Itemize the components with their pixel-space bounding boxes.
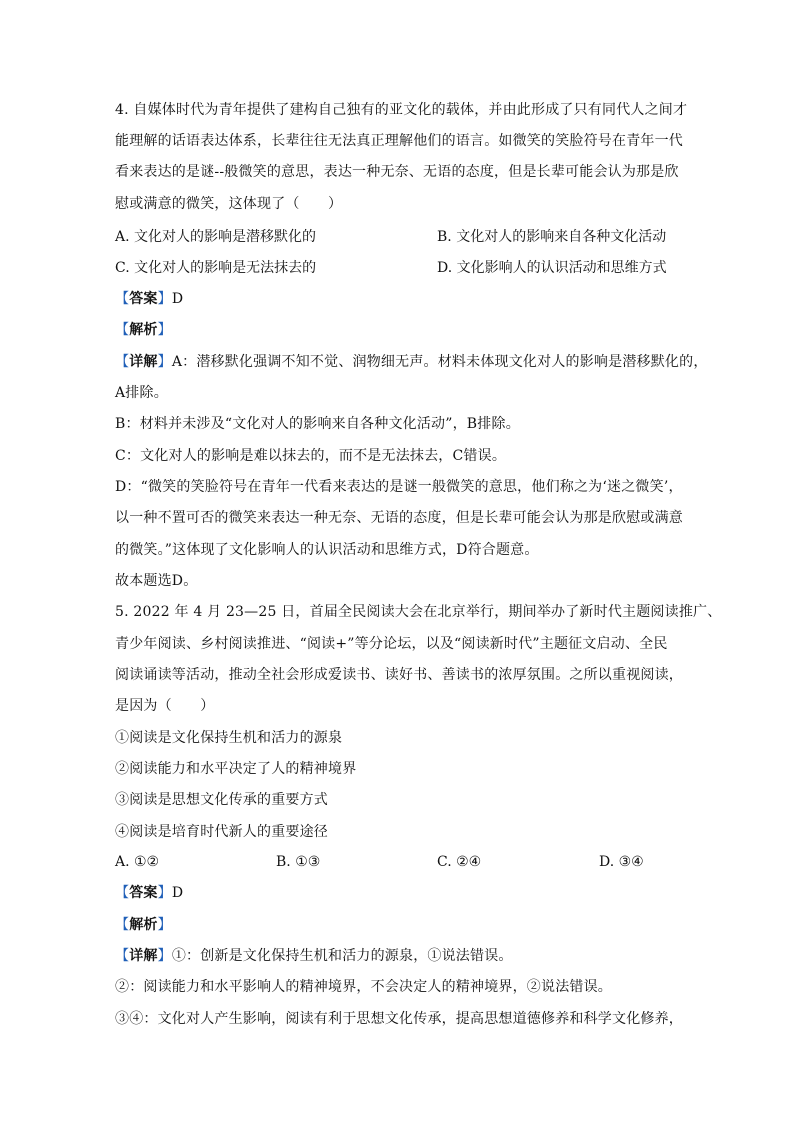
- q4-analysis-row: 【解析】: [115, 322, 172, 338]
- q4-option-a: A. 文化对人的影响是潜移默化的: [115, 229, 317, 245]
- q5-detail-line-2: ②：阅读能力和水平影响人的精神境界，不会决定人的精神境界，②说法错误。: [115, 979, 612, 995]
- q5-analysis-row: 【解析】: [115, 917, 172, 933]
- q5-item-1: ①阅读是文化保持生机和活力的源泉: [115, 730, 343, 746]
- q4-answer-tag: 答案: [129, 291, 158, 307]
- q5-item-4: ④阅读是培育时代新人的重要途径: [115, 824, 328, 840]
- q4-detail-line-5: D：“微笑的笑脸符号在青年一代看来表达的是谜一般微笑的意思，他们称之为‘迷之微笑’，: [115, 479, 683, 495]
- q5-detail-tag: 详解: [129, 948, 158, 964]
- q4-detail-line-1: A：潜移默化强调不知不觉、润物细无声。材料未体现文化对人的影响是潜移默化的，: [171, 354, 708, 370]
- q5-answer-tag: 答案: [129, 885, 158, 901]
- q5-answer-row: 【答案】D: [115, 885, 184, 901]
- q4-detail-line-4: C：文化对人的影响是难以抹去的，而不是无法抹去，C错误。: [115, 448, 507, 464]
- q5-detail-row-1: 【详解】①：创新是文化保持生机和活力的源泉，①说法错误。: [115, 948, 513, 964]
- q5-item-2: ②阅读能力和水平决定了人的精神境界: [115, 761, 357, 777]
- q4-detail-line-2: A排除。: [115, 385, 168, 401]
- q5-answer-value: D: [171, 885, 184, 901]
- q5-option-b: B. ①③: [276, 854, 321, 870]
- q4-detail-line-3: B：材料并未涉及“文化对人的影响来自各种文化活动”，B排除。: [115, 416, 520, 432]
- q4-stem-line-1: 4. 自媒体时代为青年提供了建构自己独有的亚文化的载体，并由此形成了只有同代人之间才: [115, 102, 688, 118]
- q5-stem-line-4: 是因为（ ）: [115, 698, 215, 714]
- q4-detail-row-1: 【详解】A：潜移默化强调不知不觉、润物细无声。材料未体现文化对人的影响是潜移默化的，: [115, 354, 708, 370]
- q4-answer-value: D: [171, 291, 184, 307]
- q5-stem-line-2: 青少年阅读、乡村阅读推进、“阅读+”等分论坛，以及“阅读新时代”主题征文启动、全民: [115, 636, 668, 652]
- q4-detail-line-6: 以一种不置可否的微笑来表达一种无奈、无语的态度，但是长辈可能会认为那是欣慰或满意: [115, 510, 683, 526]
- q5-detail-line-1: ①：创新是文化保持生机和活力的源泉，①说法错误。: [171, 948, 513, 964]
- q5-stem-line-3: 阅读诵读等活动，推动全社会形成爱读书、读好书、善读书的浓厚氛围。之所以重视阅读，: [115, 667, 683, 683]
- q4-answer-row: 【答案】D: [115, 291, 184, 307]
- q4-detail-line-8: 故本题选D。: [115, 573, 198, 589]
- q5-detail-line-3: ③④：文化对人产生影响，阅读有利于思想文化传承，提高思想道德修养和科学文化修养，: [115, 1011, 683, 1027]
- q4-option-b: B. 文化对人的影响来自各种文化活动: [437, 229, 667, 245]
- q5-stem-line-1: 5. 2022 年 4 月 23—25 日，首届全民阅读大会在北京举行，期间举办了新时代主题阅读推广、: [115, 604, 722, 620]
- q4-detail-line-7: 的微笑。”这体现了文化影响人的认识活动和思维方式，D符合题意。: [115, 542, 539, 558]
- q4-option-c: C. 文化对人的影响是无法抹去的: [115, 260, 317, 276]
- q4-option-d: D. 文化影响人的认识活动和思维方式: [437, 260, 667, 276]
- q5-item-3: ③阅读是思想文化传承的重要方式: [115, 792, 328, 808]
- q5-analysis-tag: 解析: [129, 917, 158, 933]
- q4-stem-line-3: 看来表达的是谜--般微笑的意思，表达一种无奈、无语的态度，但是长辈可能会认为那是欣: [115, 164, 679, 180]
- q5-option-a: A. ①②: [115, 854, 160, 870]
- q4-analysis-tag: 解析: [129, 322, 158, 338]
- q4-stem-line-2: 能理解的话语表达体系，长辈往往无法真正理解他们的语言。如微笑的笑脸符号在青年一代: [115, 133, 683, 149]
- q4-detail-tag: 详解: [129, 354, 158, 370]
- q5-option-c: C. ②④: [437, 854, 482, 870]
- q4-stem-line-4: 慰或满意的微笑，这体现了（ ）: [115, 196, 343, 212]
- q5-option-d: D. ③④: [599, 854, 644, 870]
